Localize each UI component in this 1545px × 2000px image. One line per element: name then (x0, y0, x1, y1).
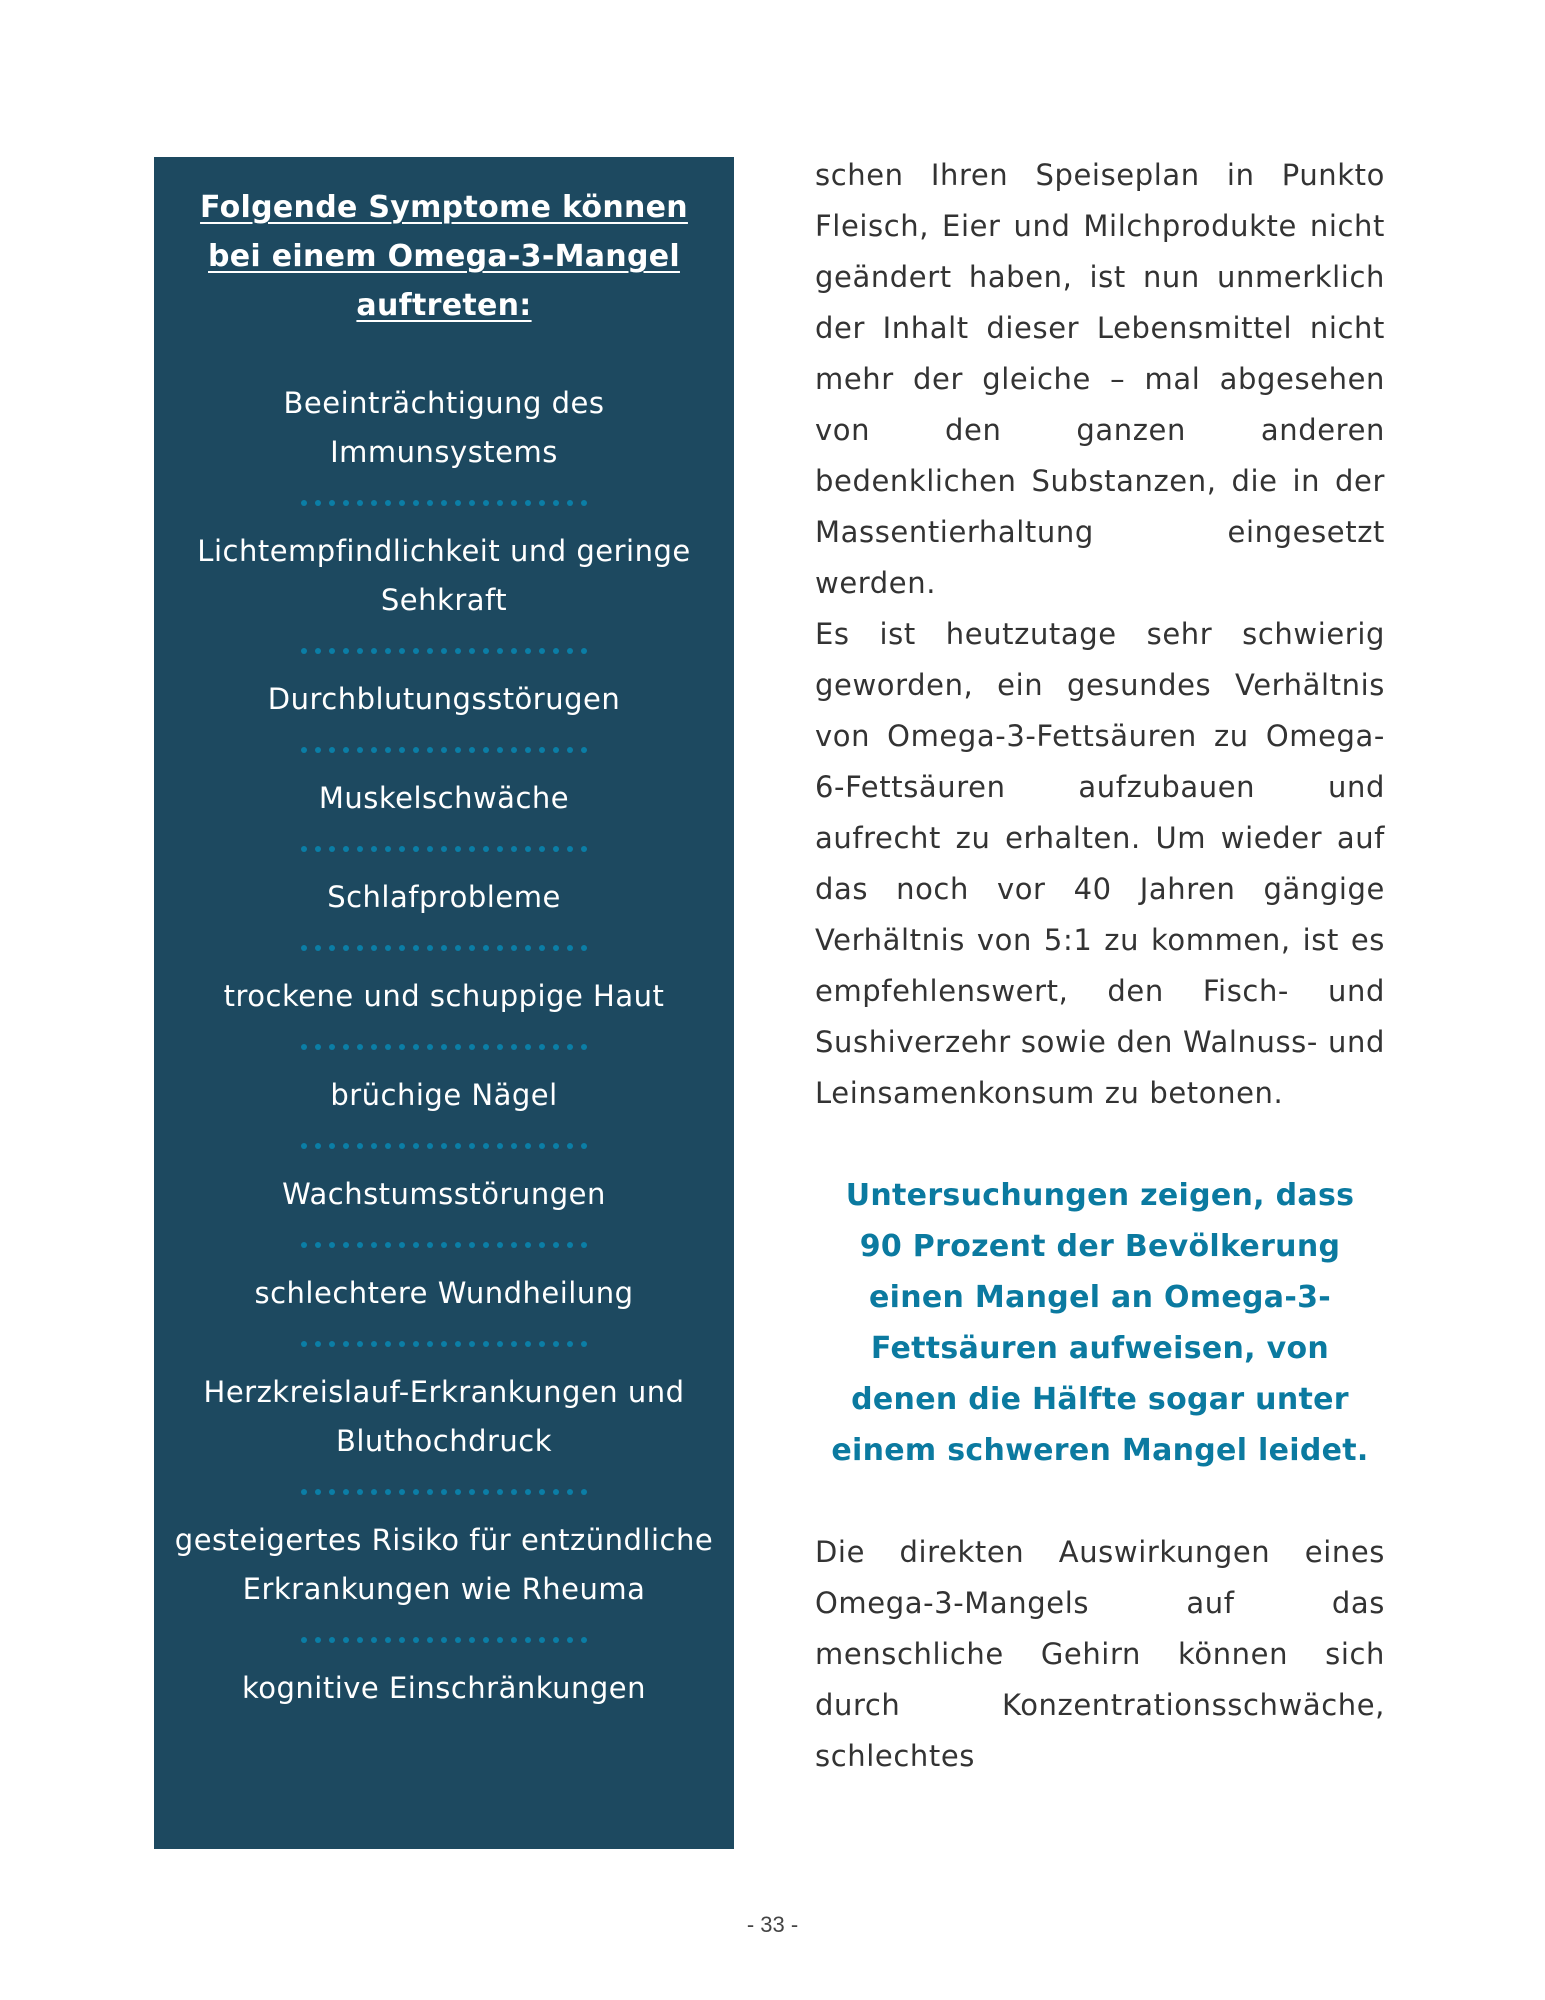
separator-dot (553, 1143, 559, 1149)
separator-dot (553, 1044, 559, 1050)
spacer (815, 1476, 1385, 1527)
separator-dot (553, 500, 559, 506)
separator-dot (483, 747, 489, 753)
symptom-list (172, 379, 716, 1713)
separator-dot (329, 747, 335, 753)
separator-dot (539, 945, 545, 951)
separator-dot (413, 945, 419, 951)
spacer (815, 1119, 1385, 1170)
separator-dot (553, 1341, 559, 1347)
main-text-column (815, 150, 1385, 1782)
separator-dot (525, 500, 531, 506)
dotted-separator (172, 1242, 716, 1248)
separator-dot (539, 648, 545, 654)
separator-dot (567, 1143, 573, 1149)
separator-dot (511, 648, 517, 654)
symptom-item: Beeinträchtigung des Immunsystems (283, 386, 605, 469)
separator-dot (497, 1242, 503, 1248)
dotted-separator (172, 500, 716, 506)
separator-dot (371, 648, 377, 654)
separator-dot (329, 1489, 335, 1495)
separator-dot (567, 648, 573, 654)
separator-dot (371, 500, 377, 506)
separator-dot (371, 1341, 377, 1347)
separator-dot (329, 1143, 335, 1149)
separator-dot (371, 1242, 377, 1248)
separator-dot (413, 747, 419, 753)
separator-dot (385, 1143, 391, 1149)
separator-dot (525, 1341, 531, 1347)
separator-dot (553, 945, 559, 951)
separator-dot (469, 500, 475, 506)
separator-dot (301, 1242, 307, 1248)
dotted-separator (172, 846, 716, 852)
separator-dot (441, 1341, 447, 1347)
separator-dot (315, 1637, 321, 1643)
separator-dot (385, 1489, 391, 1495)
separator-dot (511, 500, 517, 506)
body-paragraph-3: Die direkten Auswirkungen eines Omega-3-Mangels auf das menschliche Gehirn können sich durch Konzentrationsschwäche, schlechtes (815, 1535, 1385, 1773)
separator-dot (315, 1489, 321, 1495)
separator-dot (385, 945, 391, 951)
separator-dot (511, 1341, 517, 1347)
separator-dot (301, 1637, 307, 1643)
separator-dot (483, 1341, 489, 1347)
separator-dot (399, 747, 405, 753)
separator-dot (427, 1242, 433, 1248)
separator-dot (497, 648, 503, 654)
separator-dot (329, 1242, 335, 1248)
separator-dot (371, 1489, 377, 1495)
separator-dot (497, 747, 503, 753)
separator-dot (497, 1143, 503, 1149)
separator-dot (581, 747, 587, 753)
separator-dot (371, 945, 377, 951)
separator-dot (343, 648, 349, 654)
separator-dot (315, 648, 321, 654)
separator-dot (357, 1489, 363, 1495)
separator-dot (581, 945, 587, 951)
separator-dot (441, 1143, 447, 1149)
separator-dot (413, 846, 419, 852)
separator-dot (315, 500, 321, 506)
separator-dot (483, 1242, 489, 1248)
dotted-separator (172, 1341, 716, 1347)
separator-dot (497, 846, 503, 852)
separator-dot (511, 1044, 517, 1050)
separator-dot (329, 648, 335, 654)
symptoms-heading: Folgende Symptome können bei einem Omega-3-Mangel auftreten: (200, 190, 688, 323)
separator-dot (301, 1143, 307, 1149)
separator-dot (343, 1489, 349, 1495)
separator-dot (329, 500, 335, 506)
separator-dot (357, 1044, 363, 1050)
separator-dot (343, 1044, 349, 1050)
symptom-item: Durchblutungsstörugen (267, 682, 621, 716)
separator-dot (525, 648, 531, 654)
separator-dot (483, 846, 489, 852)
separator-dot (399, 1143, 405, 1149)
separator-dot (329, 1341, 335, 1347)
separator-dot (511, 1143, 517, 1149)
separator-dot (525, 1637, 531, 1643)
separator-dot (483, 1489, 489, 1495)
separator-dot (567, 747, 573, 753)
separator-dot (399, 846, 405, 852)
separator-dot (581, 1637, 587, 1643)
separator-dot (427, 747, 433, 753)
separator-dot (427, 1489, 433, 1495)
separator-dot (343, 1143, 349, 1149)
separator-dot (357, 500, 363, 506)
symptom-item: Muskelschwäche (318, 781, 570, 815)
separator-dot (567, 1637, 573, 1643)
separator-dot (413, 1242, 419, 1248)
separator-dot (301, 1489, 307, 1495)
separator-dot (427, 500, 433, 506)
separator-dot (553, 747, 559, 753)
separator-dot (343, 500, 349, 506)
separator-dot (441, 1044, 447, 1050)
separator-dot (539, 500, 545, 506)
separator-dot (539, 1341, 545, 1347)
separator-dot (539, 1637, 545, 1643)
separator-dot (469, 747, 475, 753)
separator-dot (357, 747, 363, 753)
separator-dot (553, 1489, 559, 1495)
separator-dot (371, 846, 377, 852)
separator-dot (399, 648, 405, 654)
separator-dot (581, 1341, 587, 1347)
separator-dot (315, 846, 321, 852)
separator-dot (525, 846, 531, 852)
separator-dot (455, 1044, 461, 1050)
separator-dot (329, 945, 335, 951)
separator-dot (357, 945, 363, 951)
separator-dot (343, 747, 349, 753)
separator-dot (441, 1637, 447, 1643)
separator-dot (357, 648, 363, 654)
page-number: - 33 - (746, 1912, 799, 1937)
separator-dot (539, 1044, 545, 1050)
separator-dot (553, 1242, 559, 1248)
separator-dot (483, 500, 489, 506)
symptom-item: brüchige Nägel (330, 1078, 558, 1112)
separator-dot (427, 945, 433, 951)
separator-dot (413, 1143, 419, 1149)
separator-dot (455, 1143, 461, 1149)
separator-dot (497, 1341, 503, 1347)
symptom-item: schlechtere Wundheilung (254, 1276, 634, 1310)
separator-dot (399, 1044, 405, 1050)
separator-dot (315, 1341, 321, 1347)
separator-dot (441, 846, 447, 852)
separator-dot (385, 747, 391, 753)
body-paragraph-2: Es ist heutzutage sehr schwierig geworden, ein gesundes Verhältnis von Omega-3-Fettsäuren zu Omega-6-Fettsäuren aufzubauen und aufrecht zu erhalten. Um wieder auf das noch vor 40 Jahren gängige Verhältnis von 5:1 zu kommen, ist es empfehlenswert, den Fisch- und Sushiverzehr sowie den Walnuss- und Leinsamenkonsum zu betonen. (815, 617, 1385, 1110)
separator-dot (385, 1044, 391, 1050)
separator-dot (581, 1143, 587, 1149)
separator-dot (343, 1637, 349, 1643)
separator-dot (385, 648, 391, 654)
separator-dot (371, 1637, 377, 1643)
separator-dot (315, 1044, 321, 1050)
separator-dot (385, 1341, 391, 1347)
separator-dot (315, 747, 321, 753)
separator-dot (455, 500, 461, 506)
separator-dot (525, 1143, 531, 1149)
separator-dot (469, 1637, 475, 1643)
separator-dot (483, 945, 489, 951)
separator-dot (511, 945, 517, 951)
separator-dot (469, 1044, 475, 1050)
separator-dot (511, 846, 517, 852)
separator-dot (497, 1637, 503, 1643)
separator-dot (385, 500, 391, 506)
separator-dot (343, 1341, 349, 1347)
separator-dot (371, 747, 377, 753)
separator-dot (539, 1143, 545, 1149)
separator-dot (357, 1341, 363, 1347)
separator-dot (455, 1489, 461, 1495)
separator-dot (413, 1489, 419, 1495)
separator-dot (581, 846, 587, 852)
separator-dot (427, 846, 433, 852)
separator-dot (441, 747, 447, 753)
separator-dot (455, 747, 461, 753)
separator-dot (399, 945, 405, 951)
separator-dot (441, 648, 447, 654)
separator-dot (469, 1143, 475, 1149)
separator-dot (525, 1489, 531, 1495)
separator-dot (329, 846, 335, 852)
dotted-separator (172, 648, 716, 654)
dotted-separator (172, 1637, 716, 1643)
dotted-separator (172, 945, 716, 951)
separator-dot (343, 1242, 349, 1248)
separator-dot (413, 648, 419, 654)
separator-dot (413, 1637, 419, 1643)
separator-dot (301, 846, 307, 852)
separator-dot (399, 1341, 405, 1347)
dotted-separator (172, 1489, 716, 1495)
separator-dot (511, 1489, 517, 1495)
separator-dot (301, 747, 307, 753)
separator-dot (469, 846, 475, 852)
separator-dot (455, 846, 461, 852)
separator-dot (385, 1242, 391, 1248)
separator-dot (497, 945, 503, 951)
symptom-item: kognitive Einschränkungen (241, 1671, 647, 1705)
separator-dot (413, 500, 419, 506)
separator-dot (399, 1242, 405, 1248)
separator-dot (399, 1637, 405, 1643)
separator-dot (301, 648, 307, 654)
separator-dot (455, 1242, 461, 1248)
separator-dot (469, 648, 475, 654)
separator-dot (441, 945, 447, 951)
separator-dot (413, 1044, 419, 1050)
separator-dot (483, 648, 489, 654)
separator-dot (455, 945, 461, 951)
separator-dot (511, 1637, 517, 1643)
separator-dot (539, 1242, 545, 1248)
separator-dot (343, 846, 349, 852)
separator-dot (511, 747, 517, 753)
separator-dot (371, 1044, 377, 1050)
separator-dot (427, 1637, 433, 1643)
separator-dot (483, 1143, 489, 1149)
separator-dot (301, 1044, 307, 1050)
separator-dot (399, 500, 405, 506)
separator-dot (483, 1637, 489, 1643)
dotted-separator (172, 1143, 716, 1149)
separator-dot (469, 1489, 475, 1495)
separator-dot (427, 1341, 433, 1347)
separator-dot (413, 1341, 419, 1347)
separator-dot (525, 945, 531, 951)
symptom-item: Herzkreislauf-Erkrankungen und Bluthochdruck (203, 1375, 685, 1458)
separator-dot (385, 846, 391, 852)
separator-dot (427, 648, 433, 654)
separator-dot (427, 1044, 433, 1050)
separator-dot (553, 648, 559, 654)
separator-dot (497, 1044, 503, 1050)
separator-dot (455, 1341, 461, 1347)
dotted-separator (172, 747, 716, 753)
body-paragraph-1: schen Ihren Speiseplan in Punkto Fleisch, Eier und Milchprodukte nicht geändert haben, ist nun unmerklich der Inhalt dieser Lebensmittel nicht mehr der gleiche – mal abgesehen von den ganzen anderen bedenklichen Substanzen, die in der Massentierhaltung eingesetzt werden. (815, 158, 1385, 600)
symptom-item: gesteigertes Risiko für entzündliche Erkrankungen wie Rheuma (174, 1523, 714, 1606)
separator-dot (539, 846, 545, 852)
dotted-separator (172, 1044, 716, 1050)
separator-dot (483, 1044, 489, 1050)
symptom-item: Schlafprobleme (327, 880, 561, 914)
separator-dot (567, 1489, 573, 1495)
symptom-item: Lichtempfindlichkeit und geringe Sehkraft (197, 534, 691, 617)
symptoms-sidebar-box (154, 157, 734, 1849)
separator-dot (469, 1341, 475, 1347)
highlight-callout: Untersuchungen zeigen, dass 90 Prozent der Bevölkerung einen Mangel an Omega-3-Fettsäuren aufweisen, von denen die Hälfte sogar unter einem schweren Mangel leidet. (831, 1178, 1369, 1468)
separator-dot (315, 1242, 321, 1248)
separator-dot (455, 648, 461, 654)
separator-dot (539, 747, 545, 753)
separator-dot (567, 1341, 573, 1347)
separator-dot (301, 500, 307, 506)
separator-dot (553, 1637, 559, 1643)
separator-dot (567, 945, 573, 951)
symptom-item: trockene und schuppige Haut (223, 979, 665, 1013)
separator-dot (357, 846, 363, 852)
separator-dot (581, 1044, 587, 1050)
separator-dot (567, 846, 573, 852)
separator-dot (455, 1637, 461, 1643)
separator-dot (315, 1143, 321, 1149)
symptom-item: Wachstumsstörungen (282, 1177, 606, 1211)
separator-dot (567, 1044, 573, 1050)
separator-dot (581, 1489, 587, 1495)
separator-dot (343, 945, 349, 951)
separator-dot (315, 945, 321, 951)
separator-dot (511, 1242, 517, 1248)
separator-dot (385, 1637, 391, 1643)
separator-dot (567, 500, 573, 506)
separator-dot (357, 1242, 363, 1248)
separator-dot (581, 1242, 587, 1248)
separator-dot (539, 1489, 545, 1495)
separator-dot (469, 945, 475, 951)
separator-dot (567, 1242, 573, 1248)
separator-dot (581, 500, 587, 506)
separator-dot (441, 500, 447, 506)
separator-dot (399, 1489, 405, 1495)
separator-dot (497, 500, 503, 506)
separator-dot (469, 1242, 475, 1248)
separator-dot (329, 1637, 335, 1643)
separator-dot (301, 945, 307, 951)
separator-dot (427, 1143, 433, 1149)
separator-dot (371, 1143, 377, 1149)
separator-dot (497, 1489, 503, 1495)
separator-dot (525, 1044, 531, 1050)
separator-dot (301, 1341, 307, 1347)
separator-dot (525, 747, 531, 753)
separator-dot (441, 1242, 447, 1248)
separator-dot (553, 846, 559, 852)
separator-dot (357, 1143, 363, 1149)
separator-dot (525, 1242, 531, 1248)
separator-dot (357, 1637, 363, 1643)
separator-dot (329, 1044, 335, 1050)
separator-dot (581, 648, 587, 654)
separator-dot (441, 1489, 447, 1495)
